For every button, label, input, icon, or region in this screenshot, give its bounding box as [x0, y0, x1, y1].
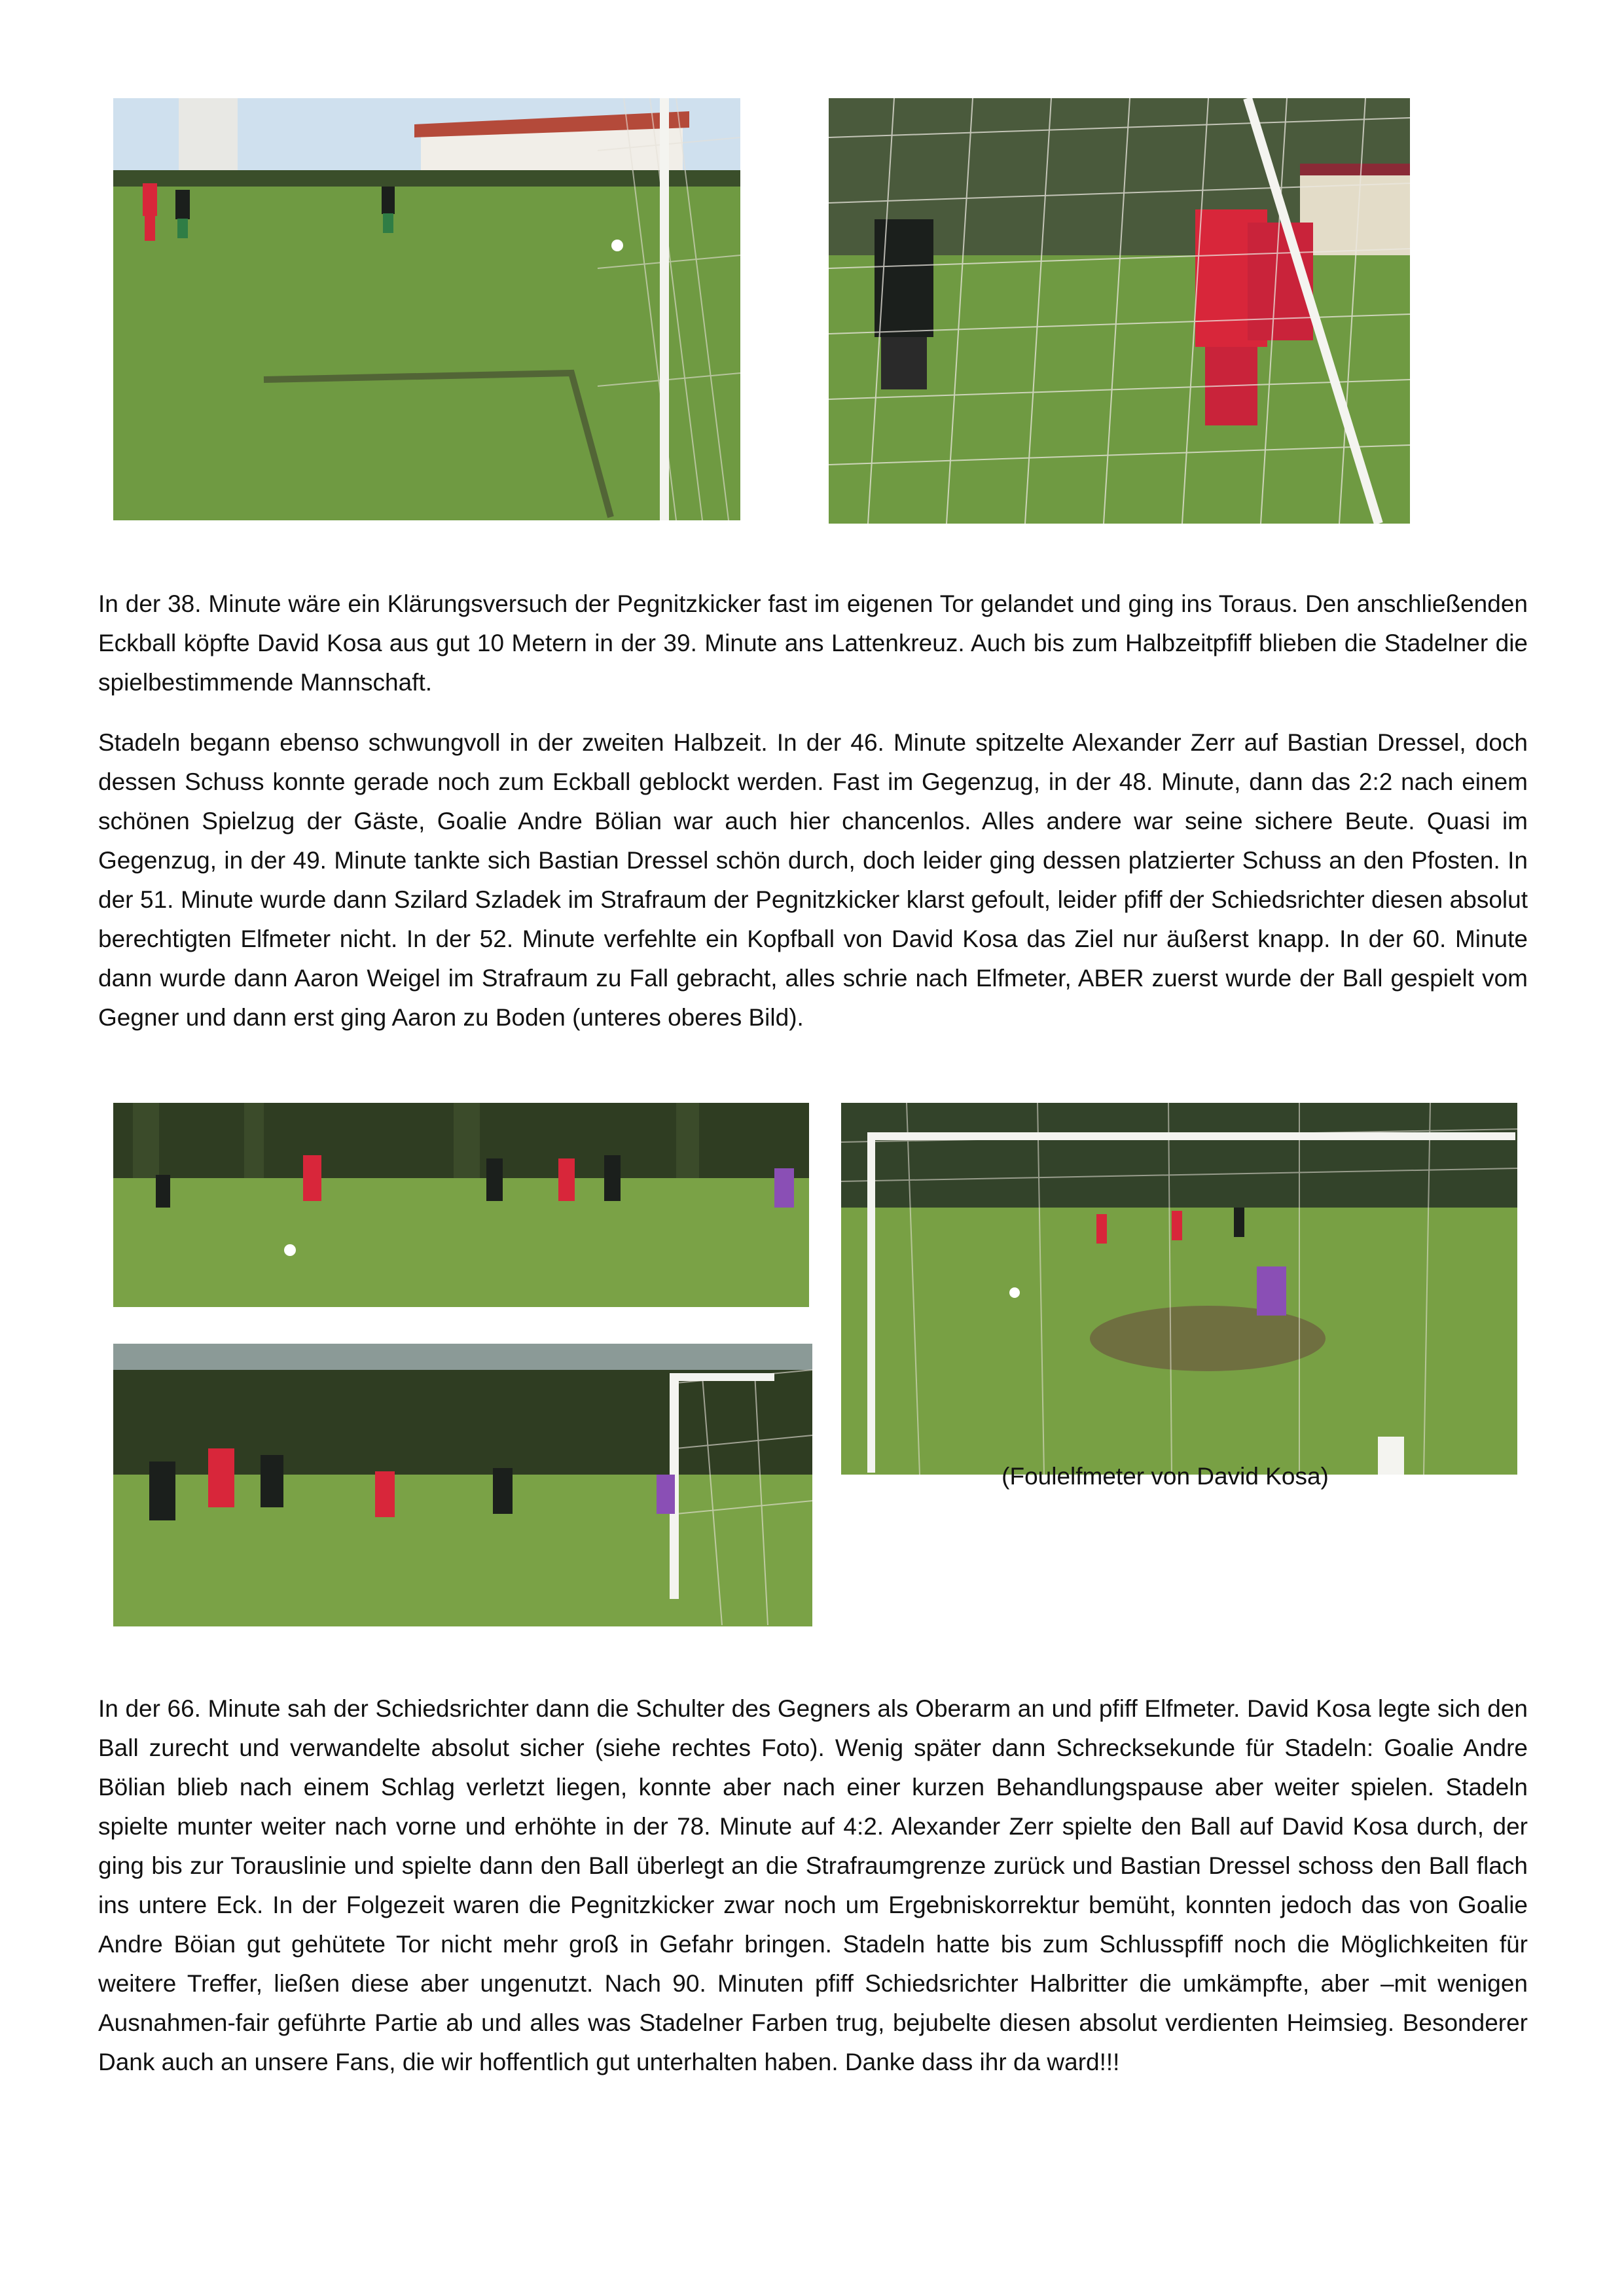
photo-midfield-action [113, 1103, 809, 1307]
paragraph-first-half: In der 38. Minute wäre ein Klärungsversuch der Pegnitzkicker fast im eigenen Tor gelandet und ging ins Toraus. Den anschließenden Eckball köpfte David Kosa aus gut 10 Metern in der 39. Minute ans Lattenkreuz. Auch bis zum Halbzeitpfiff blieben die Stadelner die spielbestimmende Mannschaft. [98, 590, 1528, 696]
photo-corner-kick-graphic [113, 98, 740, 520]
photo-caption: (Foulelfmeter von David Kosa) [1001, 1463, 1329, 1490]
photo-header-duel-graphic [113, 1344, 812, 1626]
photo-penalty-kick-graphic [841, 1103, 1517, 1475]
photo-header-duel [113, 1344, 812, 1626]
photo-goalmouth-header [829, 98, 1410, 524]
paragraph-final-phase: In der 66. Minute sah der Schiedsrichter dann die Schulter des Gegners als Oberarm an und pfiff Elfmeter. David Kosa legte sich den Ball zurecht und verwandelte absolut sicher (siehe rechtes Foto). Wenig später dann Schrecksekunde für Stadeln: Goalie Andre Bölian blieb nach einem Schlag verletzt liegen, konnte aber nach einer kurzen Behandlungspause aber weiter spielen. Stadeln spielte munter weiter nach vorne und erhöhte in der 78. Minute auf 4:2. Alexander Zerr spielte den Ball auf David Kosa durch, der ging bis zur Torauslinie und spielte dann den Ball überlegt an die Strafraumgrenze zurück und Bastian Dressel schoss den Ball flach ins untere Eck. In der Folgezeit waren die Pegnitzkicker zwar noch um Ergebniskorrektur bemüht, konnten jedoch das von Goalie Andre Böian gut gehütete Tor nicht mehr groß in Gefahr bringen. Stadeln hatte bis zum Schlusspfiff noch die Möglichkeiten für weitere Treffer, ließen diese aber ungenutzt. Nach 90. Minuten pfiff Schiedsrichter Halbritter die umkämpfte, aber –mit wenigen Ausnahmen-fair geführte Partie ab und alles was Stadelner Farben trug, bejubelte diesen absolut verdienten Heimsieg. Besonderer Dank auch an unsere Fans, die wir hoffentlich gut unterhalten haben. Danke dass ihr da ward!!! [98, 1695, 1528, 2075]
photo-corner-kick [113, 98, 740, 520]
photo-penalty-kick [841, 1103, 1517, 1475]
paragraph-second-half: Stadeln begann ebenso schwungvoll in der zweiten Halbzeit. In der 46. Minute spitzelte Alexander Zerr auf Bastian Dressel, doch dessen Schuss konnte gerade noch zum Eckball geblockt werden. Fast im Gegenzug, in der 48. Minute, dann das 2:2 nach einem schönen Spielzug der Gäste, Goalie Andre Bölian war auch hier chancenlos. Alles andere war seine sichere Beute. Quasi im Gegenzug, in der 49. Minute tankte sich Bastian Dressel schön durch, doch leider ging dessen platzierter Schuss an den Pfosten. In der 51. Minute wurde dann Szilard Szladek im Strafraum der Pegnitzkicker klarst gefoult, leider pfiff der Schiedsrichter diesen absolut berechtigten Elfmeter nicht. In der 52. Minute verfehlte ein Kopfball von David Kosa das Ziel nur äußerst knapp. In der 60. Minute dann wurde dann Aaron Weigel im Strafraum zu Fall gebracht, alles schrie nach Elfmeter, ABER zuerst wurde der Ball gespielt vom Gegner und dann erst ging Aaron zu Boden (unteres oberes Bild). [98, 729, 1528, 1031]
photo-midfield-action-graphic [113, 1103, 809, 1307]
photo-goalmouth-header-graphic [829, 98, 1410, 524]
